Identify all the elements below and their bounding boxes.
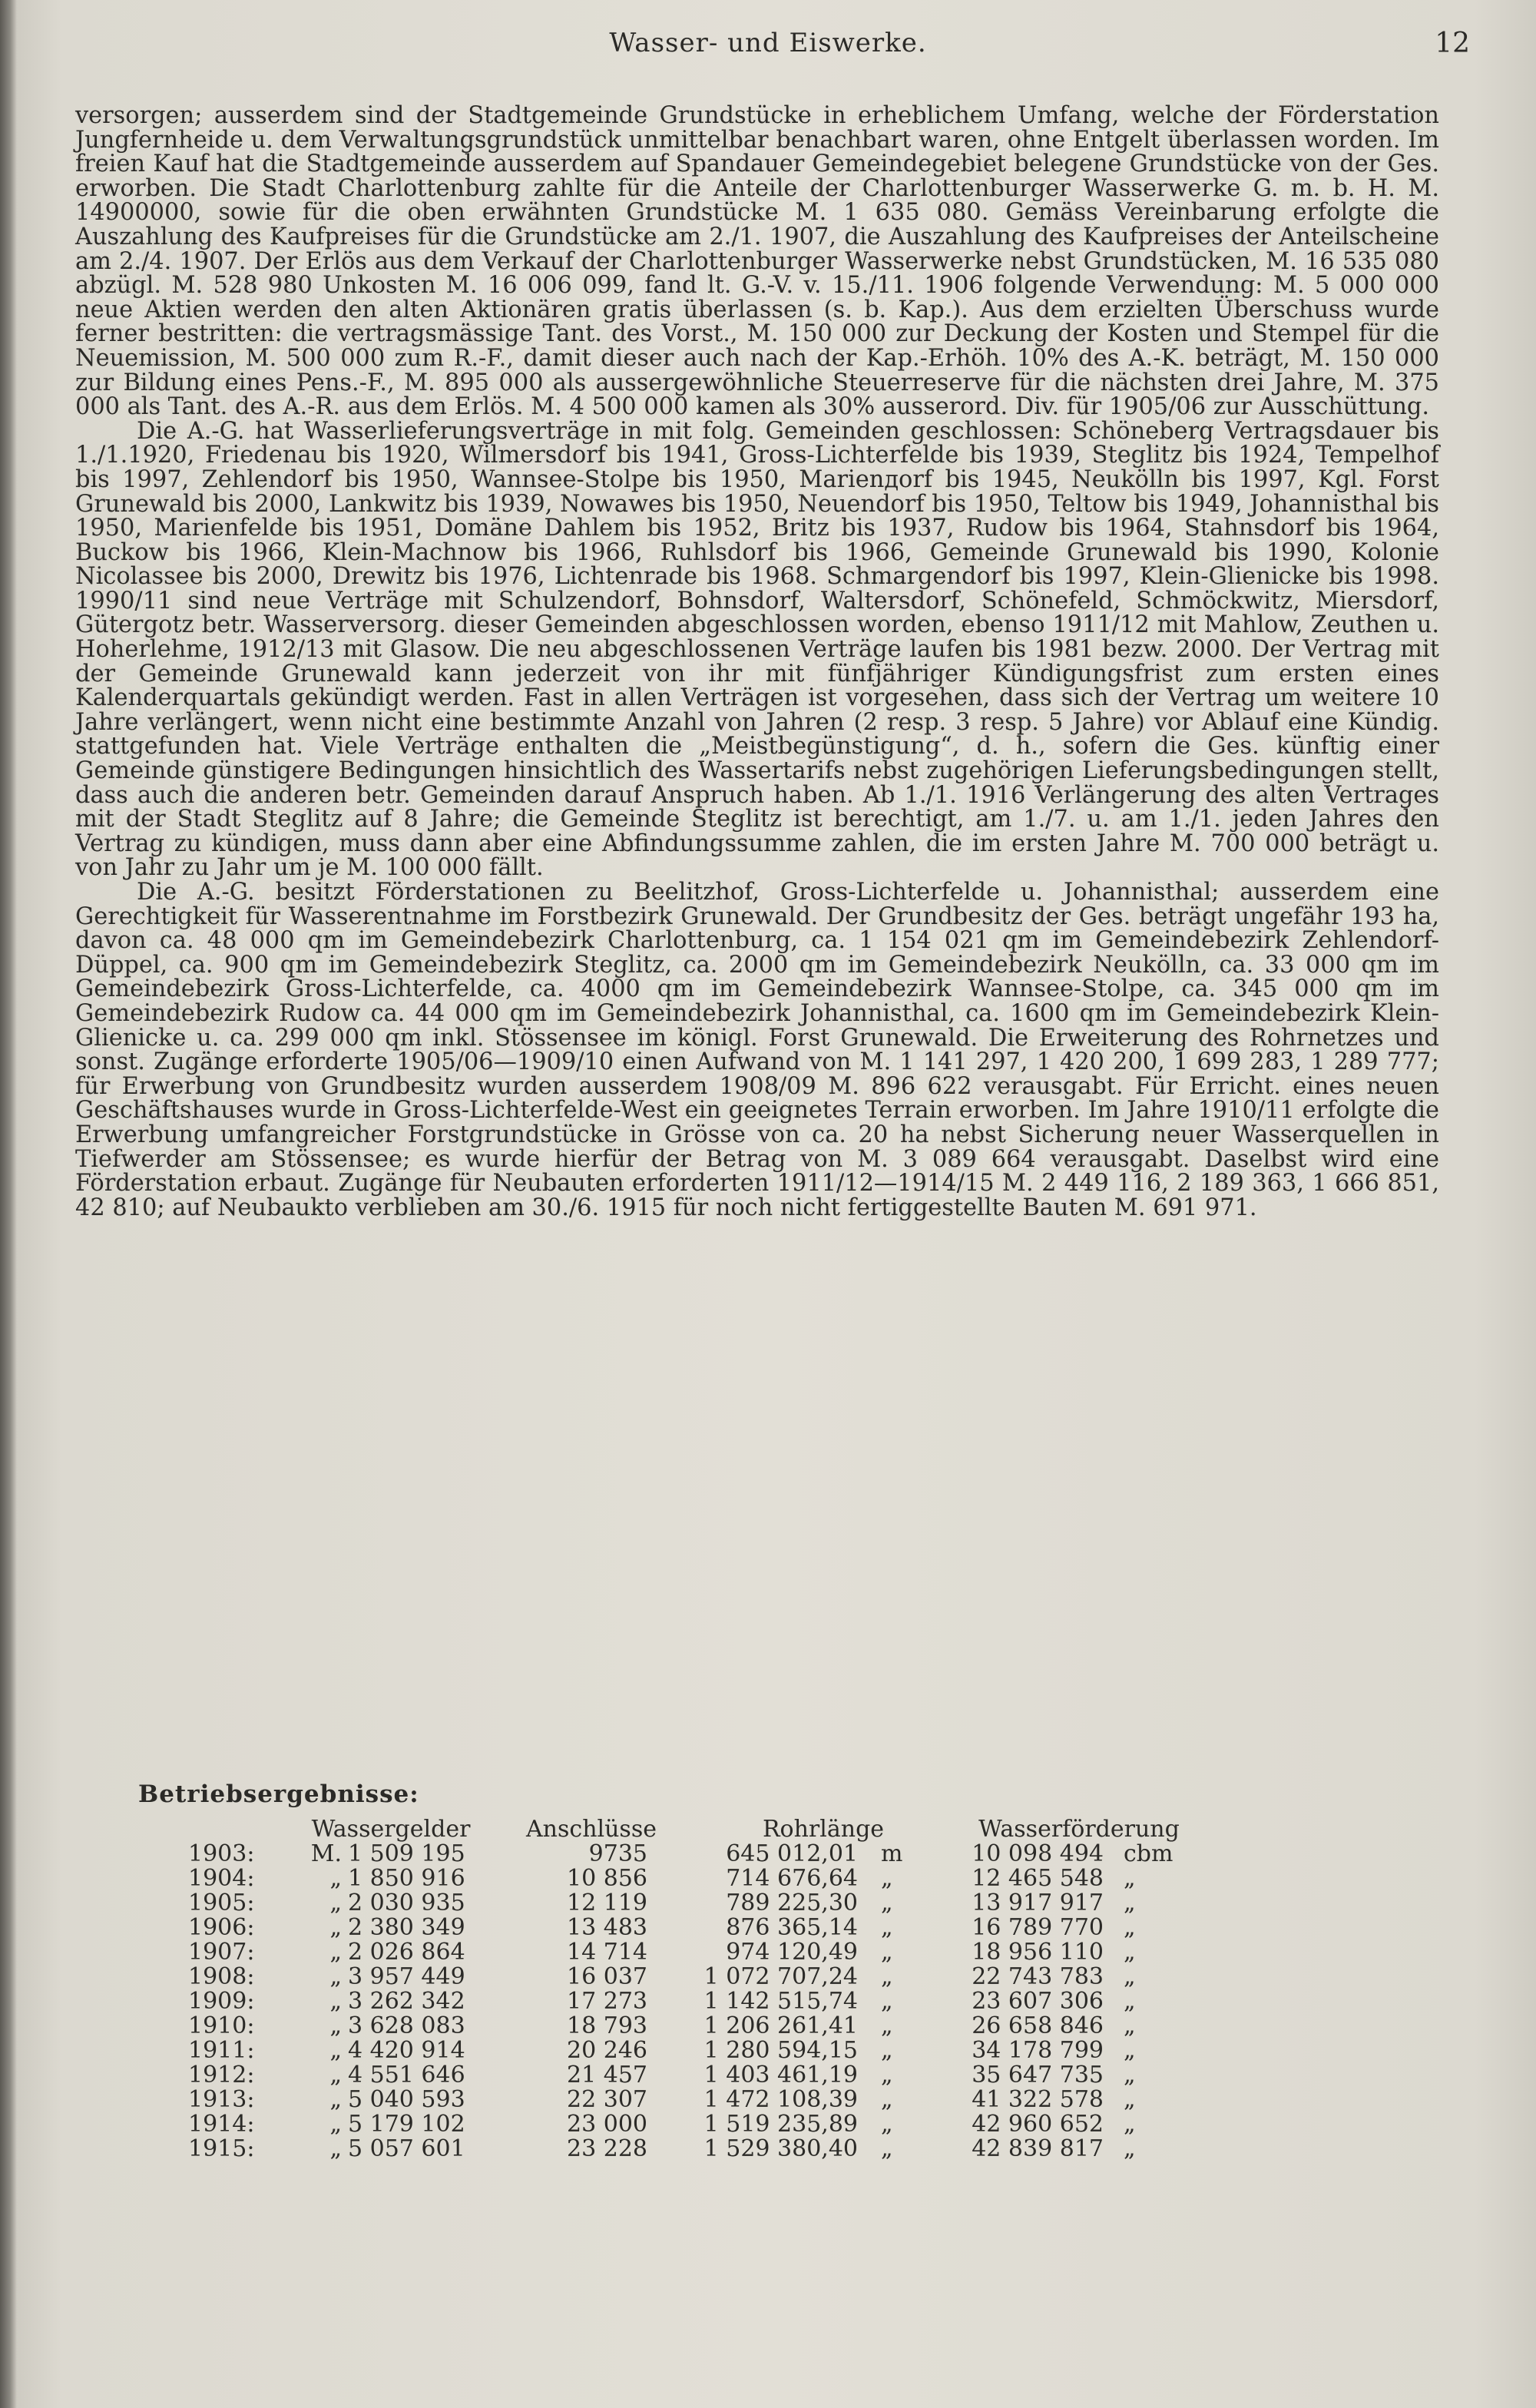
cell-rohrlaenge: 876 365,14	[726, 1914, 858, 1941]
cell-currency: „	[329, 2037, 342, 2064]
cell-wassergelder: 1 850 916	[348, 1865, 465, 1892]
cell-rohrlaenge: 789 225,30	[726, 1890, 858, 1916]
cell-rohrlaenge: 1 280 594,15	[703, 2037, 858, 2064]
results-header-row	[188, 1817, 1208, 1842]
cell-currency: „	[329, 1914, 342, 1941]
cell-anschluesse: 10 856	[567, 1865, 647, 1892]
cell-foerderung: 10 098 494	[972, 1840, 1104, 1867]
cell-foerderung: 18 956 110	[972, 1939, 1104, 1966]
cell-wassergelder: 1 509 195	[348, 1840, 465, 1867]
table-row	[188, 1891, 1208, 1916]
cell-anschluesse: 17 273	[567, 1988, 647, 2015]
cell-year: 1913:	[188, 2086, 255, 2113]
table-row	[188, 1866, 1208, 1891]
cell-wassergelder: 3 957 449	[348, 1963, 465, 1990]
cell-rohr-unit: „	[881, 1963, 893, 1990]
cell-anschluesse: 18 793	[567, 2012, 647, 2039]
paragraph-property: Die A.-G. besitzt Förderstationen zu Beelitzhof, Gross-Lichterfelde u. Johannisthal; ausserdem eine Gerechtigkeit für Wasserentnahme im Forstbezirk Grunewald. Der Grundbesitz der Ges. beträgt ungefähr 193 ha, davon ca. 48 000 qm im Gemeindebezirk Charlottenburg, ca. 1 154 021 qm im Gemeindebezirk Zehlendorf-Düppel, ca. 900 qm im Gemeindebezirk Steglitz, ca. 2000 qm im Gemeindebezirk Neukölln, ca. 33 000 qm im Gemeindebezirk Gross-Lichterfelde, ca. 4000 qm im Gemeindebezirk Wannsee-Stolpe, ca. 345 000 qm im Gemeindebezirk Rudow ca. 44 000 qm im Gemeindebezirk Johannisthal, ca. 1600 qm im Gemeindebezirk Klein-Glienicke u. ca. 299 000 qm inkl. Stössensee im königl. Forst Grunewald. Die Erweiterung des Rohrnetzes und sonst. Zugänge erforderte 1905/06—1909/10 einen Aufwand von M. 1 141 297, 1 420 200, 1 699 283, 1 289 777; für Erwerbung von Grundbesitz wurden ausserdem 1908/09 M. 896 622 verausgabt. Für Erricht. eines neuen Geschäftshauses wurde in Gross-Lichterfelde-West ein geeignetes Terrain erworben. Im Jahre 1910/11 erfolgte die Erwerbung umfangreicher Forstgrundstücke in Grösse von ca. 20 ha nebst Sicherung neuer Wasserquellen in Tiefwerder am Stössensee; es wurde hierfür der Betrag von M. 3 089 664 verausgabt. Daselbst wird eine Förderstation erbaut. Zugänge für Neubauten erforderten 1911/12—1914/15 M. 2 449 116, 2 189 363, 1 666 851, 42 810; auf Neubaukto verblieben am 30./6. 1915 für noch nicht fertiggestellte Bauten M. 691 971.	[75, 879, 1439, 1221]
paragraph-sale-proceeds: versorgen; ausserdem sind der Stadtgemeinde Grundstücke in erheblichem Umfang, welche der Förderstation Jungfernheide u. dem Verwaltungsgrundstück unmittelbar benachbart waren, ohne Entgelt überlassen worden. Im freien Kauf hat die Stadtgemeinde ausserdem auf Spandauer Gemeindegebiet belegene Grundstücke von der Ges. erworben. Die Stadt Charlottenburg zahlte für die Anteile der Charlottenburger Wasserwerke G. m. b. H. M. 14900000, sowie für die oben erwähnten Grundstücke M. 1 635 080. Gemäss Vereinbarung erfolgte die Auszahlung des Kaufpreises für die Grundstücke am 2./1. 1907, die Auszahlung des Kaufpreises der Anteilscheine am 2./4. 1907. Der Erlös aus dem Verkauf der Charlottenburger Wasserwerke nebst Grundstücken, M. 16 535 080 abzügl. M. 528 980 Unkosten M. 16 006 099, fand lt. G.-V. v. 15./11. 1906 folgende Verwendung: M. 5 000 000 neue Aktien werden den alten Aktionären gratis überlassen (s. b. Kap.). Aus dem erzielten Überschuss wurde ferner bestritten: die vertragsmässige Tant. des Vorst., M. 150 000 zur Deckung der Kosten und Stempel für die Neuemission, M. 500 000 zum R.-F., damit dieser auch nach der Kap.-Erhöh. 10% des A.-K. beträgt, M. 150 000 zur Bildung eines Pens.-F., M. 895 000 als aussergewöhnliche Steuerreserve für die nächsten drei Jahre, M. 375 000 als Tant. des A.-R. aus dem Erlös. M. 4 500 000 kamen als 30% ausserord. Div. für 1905/06 zur Ausschüttung.	[75, 102, 1439, 421]
cell-rohrlaenge: 645 012,01	[726, 1840, 858, 1867]
cell-rohrlaenge: 1 142 515,74	[703, 1988, 858, 2015]
cell-year: 1908:	[188, 1963, 255, 1990]
cell-wassergelder: 2 026 864	[348, 1939, 465, 1966]
table-row	[188, 1965, 1208, 1989]
page-number: 12	[1435, 28, 1470, 59]
cell-foerd-unit: „	[1124, 1963, 1136, 1990]
cell-foerd-unit: „	[1124, 2135, 1136, 2162]
cell-anschluesse: 13 483	[567, 1914, 647, 1941]
cell-rohr-unit: m	[881, 1840, 903, 1867]
cell-rohr-unit: „	[881, 2012, 893, 2039]
cell-foerd-unit: „	[1124, 2037, 1136, 2064]
cell-anschluesse: 23 000	[567, 2111, 647, 2138]
cell-currency: „	[329, 1939, 342, 1966]
cell-rohrlaenge: 714 676,64	[726, 1865, 858, 1892]
cell-anschluesse: 16 037	[567, 1963, 647, 1990]
cell-rohr-unit: „	[881, 2062, 893, 2088]
cell-anschluesse: 9735	[588, 1840, 647, 1867]
cell-foerd-unit: „	[1124, 1865, 1136, 1892]
col-rohrlaenge: Rohrlänge	[762, 1816, 885, 1843]
cell-rohr-unit: „	[881, 1865, 893, 1892]
cell-wassergelder: 4 420 914	[348, 2037, 465, 2064]
cell-wassergelder: 3 628 083	[348, 2012, 465, 2039]
results-heading: Betriebsergebnisse:	[138, 1780, 419, 1808]
cell-foerderung: 16 789 770	[972, 1914, 1104, 1941]
cell-currency: „	[329, 1963, 342, 1990]
table-row	[188, 1989, 1208, 2014]
cell-year: 1907:	[188, 1939, 255, 1966]
cell-rohrlaenge: 1 072 707,24	[703, 1963, 858, 1990]
cell-foerderung: 23 607 306	[972, 1988, 1104, 2015]
cell-foerderung: 12 465 548	[972, 1865, 1104, 1892]
cell-anschluesse: 21 457	[567, 2062, 647, 2088]
cell-rohr-unit: „	[881, 2086, 893, 2113]
cell-rohrlaenge: 1 472 108,39	[703, 2086, 858, 2113]
cell-foerd-unit: „	[1124, 2012, 1136, 2039]
cell-foerd-unit: „	[1124, 1914, 1136, 1941]
body-text	[75, 104, 1439, 1220]
cell-year: 1910:	[188, 2012, 255, 2039]
cell-foerderung: 35 647 735	[972, 2062, 1104, 2088]
cell-foerderung: 41 322 578	[972, 2086, 1104, 2113]
cell-foerd-unit: „	[1124, 2111, 1136, 2138]
cell-year: 1909:	[188, 1988, 255, 2015]
cell-rohr-unit: „	[881, 1914, 893, 1941]
cell-currency: „	[329, 1890, 342, 1916]
cell-year: 1906:	[188, 1914, 255, 1941]
cell-year: 1903:	[188, 1840, 255, 1867]
cell-currency: „	[329, 2062, 342, 2088]
cell-rohrlaenge: 1 206 261,41	[703, 2012, 858, 2039]
cell-rohrlaenge: 1 529 380,40	[703, 2135, 858, 2162]
cell-rohrlaenge: 1 519 235,89	[703, 2111, 858, 2138]
cell-anschluesse: 14 714	[567, 1939, 647, 1966]
cell-currency: „	[329, 2012, 342, 2039]
cell-foerd-unit: „	[1124, 2086, 1136, 2113]
cell-year: 1904:	[188, 1865, 255, 1892]
cell-foerd-unit: „	[1124, 1939, 1136, 1966]
table-row	[188, 2014, 1208, 2039]
cell-foerderung: 34 178 799	[972, 2037, 1104, 2064]
results-table	[188, 1817, 1208, 2161]
table-row	[188, 2112, 1208, 2137]
paragraph-supply-contracts: Die A.-G. hat Wasserlieferungsverträge in mit folg. Gemeinden geschlossen: Schöneberg Vertragsdauer bis 1./1.1920, Friedenau bis 1920, Wilmersdorf bis 1941, Gross-Lichterfelde bis 1939, Steglitz bis 1924, Tempelhof bis 1997, Zehlendorf bis 1950, Wannsee-Stolpe bis 1950, Marienдorf bis 1945, Neukölln bis 1997, Kgl. Forst Grunewald bis 2000, Lankwitz bis 1939, Nowawes bis 1950, Neuendorf bis 1950, Teltow bis 1949, Johannisthal bis 1950, Marienfelde bis 1951, Domäne Dahlem bis 1952, Britz bis 1937, Rudow bis 1964, Stahnsdorf bis 1964, Buckow bis 1966, Klein-Machnow bis 1966, Ruhlsdorf bis 1966, Gemeinde Grunewald bis 1990, Kolonie Nicolassee bis 2000, Drewitz bis 1976, Lichtenrade bis 1968. Schmargendorf bis 1997, Klein-Glienicke bis 1998. 1990/11 sind neue Verträge mit Schulzendorf, Bohnsdorf, Waltersdorf, Schönefeld, Schmöckwitz, Miersdorf, Gütergotz betr. Wasserversorg. dieser Gemeinden abgeschlossen worden, ebenso 1911/12 mit Mahlow, Zeuthen u. Hoherlehme, 1912/13 mit Glasow. Die neu abgeschlossenen Verträge laufen bis 1981 bezw. 2000. Der Vertrag mit der Gemeinde Grunewald kann jederzeit von ihr mit fünfjähriger Kündigungsfrist zum ersten eines Kalenderquartals gekündigt werden. Fast in allen Verträgen ist vorgesehen, dass sich der Vertrag um weitere 10 Jahre verlängert, wenn nicht eine bestimmte Anzahl von Jahren (2 resp. 3 resp. 5 Jahre) vor Ablauf eine Kündig. stattgefunden hat. Viele Verträge enthalten die „Meistbegünstigung“, d. h., sofern die Ges. künftig einer Gemeinde günstigere Bedingungen hinsichtlich des Wassertarifs nebst zugehörigen Lieferungsbedingungen stellt, dass auch die anderen betr. Gemeinden darauf Anspruch haben. Ab 1./1. 1916 Verlängerung des alten Vertrages mit der Stadt Steglitz auf 8 Jahre; die Gemeinde Steglitz ist berechtigt, am 1./7. u. am 1./1. jeden Jahres den Vertrag zu kündigen, muss dann aber eine Abfindungssumme zahlen, die im ersten Jahre M. 700 000 beträgt u. von Jahr zu Jahr um je M. 100 000 fällt.	[75, 417, 1439, 882]
cell-rohr-unit: „	[881, 1939, 893, 1966]
cell-rohr-unit: „	[881, 2135, 893, 2162]
table-row	[188, 2063, 1208, 2088]
cell-year: 1914:	[188, 2111, 255, 2138]
cell-wassergelder: 5 179 102	[348, 2111, 465, 2138]
cell-year: 1915:	[188, 2135, 255, 2162]
table-row	[188, 1842, 1208, 1866]
col-foerderung: Wasserförderung	[978, 1816, 1180, 1843]
cell-foerderung: 13 917 917	[972, 1890, 1104, 1916]
cell-currency: M.	[310, 1840, 342, 1867]
cell-foerderung: 42 839 817	[972, 2135, 1104, 2162]
cell-rohr-unit: „	[881, 2111, 893, 2138]
cell-foerderung: 42 960 652	[972, 2111, 1104, 2138]
cell-foerd-unit: „	[1124, 2062, 1136, 2088]
table-row	[188, 1940, 1208, 1965]
cell-wassergelder: 4 551 646	[348, 2062, 465, 2088]
cell-foerderung: 22 743 783	[972, 1963, 1104, 1990]
col-anschluesse: Anschlüsse	[526, 1816, 657, 1843]
cell-wassergelder: 5 040 593	[348, 2086, 465, 2113]
cell-foerd-unit: „	[1124, 1988, 1136, 2015]
table-row	[188, 2039, 1208, 2063]
cell-currency: „	[329, 2111, 342, 2138]
cell-anschluesse: 22 307	[567, 2086, 647, 2113]
cell-anschluesse: 20 246	[567, 2037, 647, 2064]
cell-rohr-unit: „	[881, 2037, 893, 2064]
cell-currency: „	[329, 2135, 342, 2162]
cell-year: 1905:	[188, 1890, 255, 1916]
cell-foerderung: 26 658 846	[972, 2012, 1104, 2039]
cell-year: 1911:	[188, 2037, 255, 2064]
cell-currency: „	[329, 1988, 342, 2015]
cell-wassergelder: 5 057 601	[348, 2135, 465, 2162]
running-title: Wasser- und Eiswerke.	[609, 28, 927, 58]
cell-wassergelder: 3 262 342	[348, 1988, 465, 2015]
col-wassergelder: Wassergelder	[311, 1816, 471, 1843]
page-header	[0, 28, 1536, 66]
table-row	[188, 2137, 1208, 2161]
cell-rohr-unit: „	[881, 1988, 893, 2015]
cell-rohrlaenge: 1 403 461,19	[703, 2062, 858, 2088]
table-row	[188, 2088, 1208, 2112]
cell-rohrlaenge: 974 120,49	[726, 1939, 858, 1966]
cell-wassergelder: 2 030 935	[348, 1890, 465, 1916]
cell-currency: „	[329, 2086, 342, 2113]
cell-currency: „	[329, 1865, 342, 1892]
cell-foerd-unit: „	[1124, 1890, 1136, 1916]
cell-year: 1912:	[188, 2062, 255, 2088]
cell-foerd-unit: cbm	[1124, 1840, 1174, 1867]
cell-rohr-unit: „	[881, 1890, 893, 1916]
table-row	[188, 1916, 1208, 1940]
results-body	[188, 1842, 1208, 2161]
cell-anschluesse: 23 228	[567, 2135, 647, 2162]
cell-wassergelder: 2 380 349	[348, 1914, 465, 1941]
cell-anschluesse: 12 119	[567, 1890, 647, 1916]
